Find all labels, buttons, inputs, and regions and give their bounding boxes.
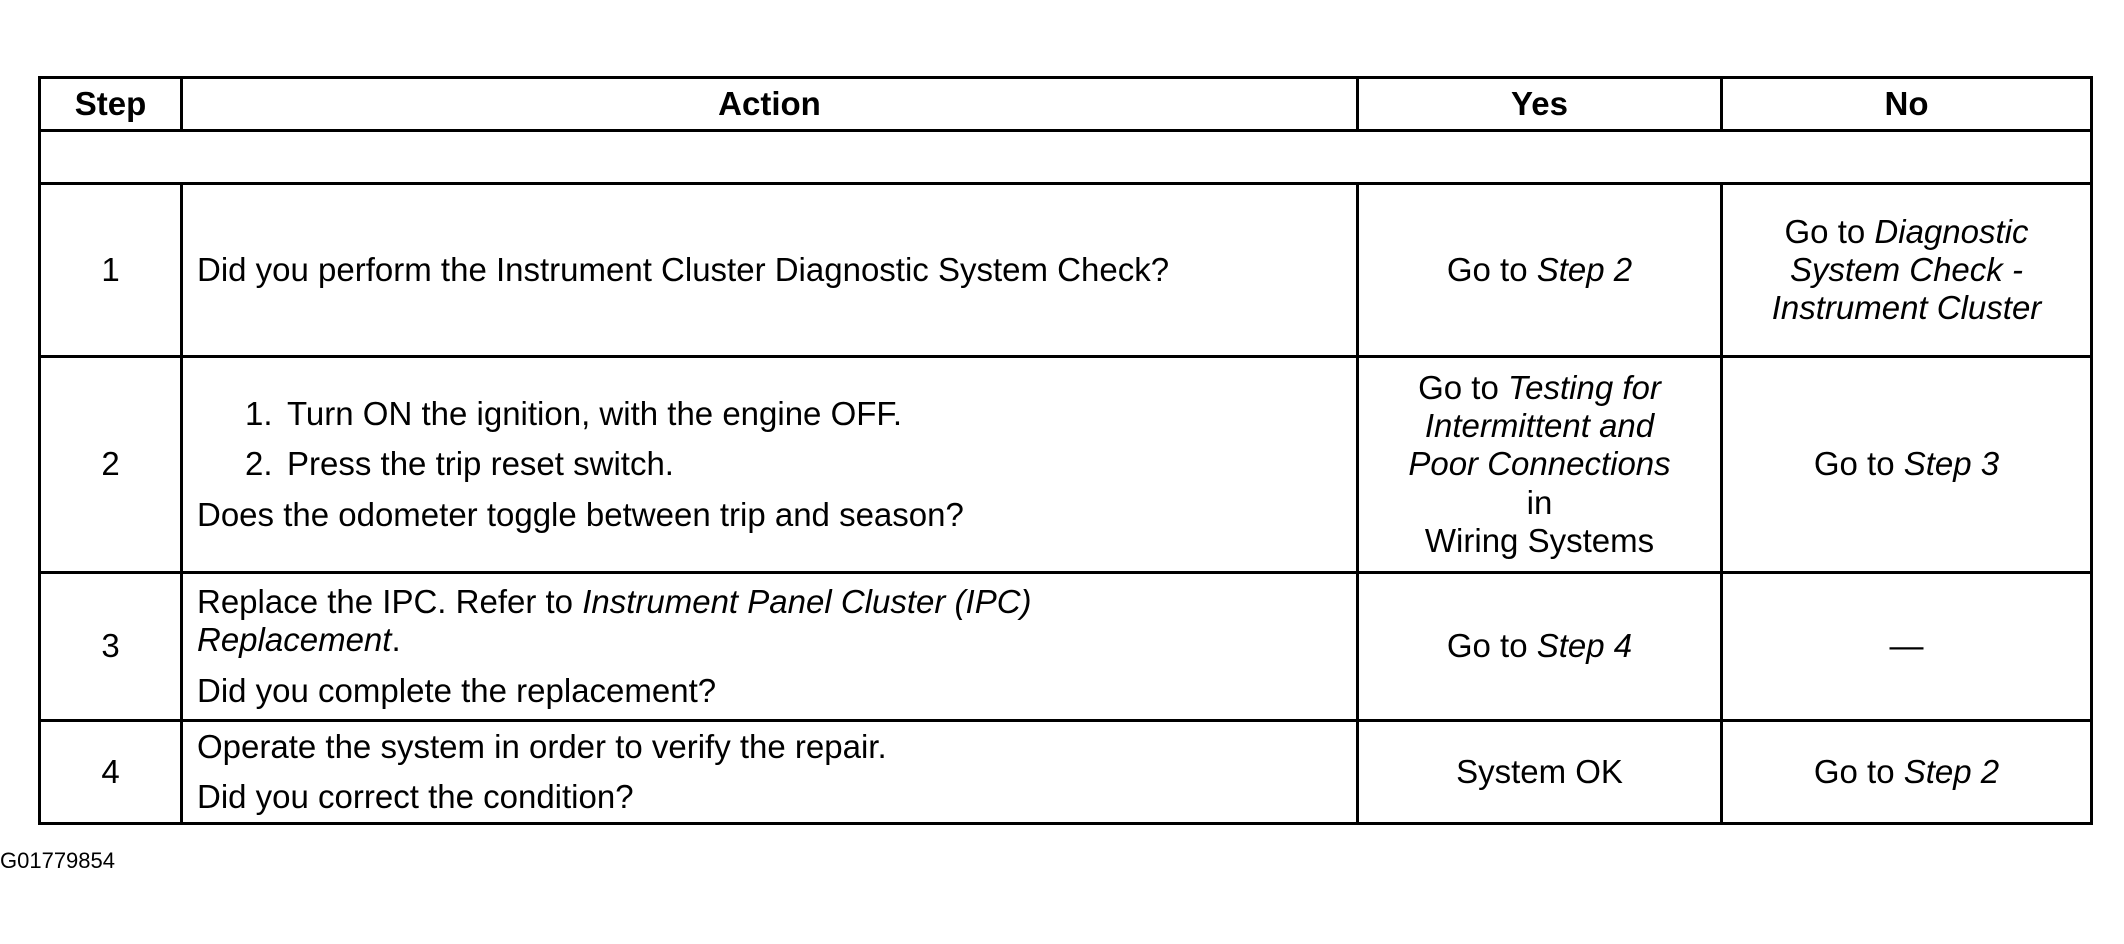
- list-item: [245, 395, 1342, 433]
- action-text: Did you perform the Instrument Cluster Diagnostic System Check?: [197, 250, 1170, 288]
- spacer-cell: [40, 131, 2092, 184]
- diagnostic-table: [38, 76, 2093, 825]
- action-cell: [182, 721, 1358, 824]
- no-link[interactable]: Diagnostic: [1874, 212, 2029, 250]
- figure-id: G01779854: [0, 848, 115, 873]
- header-no: No: [1722, 78, 2092, 131]
- no-text: —: [1889, 626, 1924, 665]
- yes-link[interactable]: Intermittent and: [1424, 407, 1655, 445]
- no-link[interactable]: System Check -: [1790, 250, 2023, 288]
- list-item: [245, 445, 1342, 483]
- step-number: 4: [40, 721, 182, 824]
- no-link[interactable]: Step 3: [1903, 445, 2000, 483]
- yes-text: System OK: [1456, 752, 1623, 790]
- step-number: 2: [40, 357, 182, 573]
- action-text: Operate the system in order to verify the repair.: [197, 727, 887, 765]
- no-prefix: Go to: [1813, 445, 1904, 483]
- yes-link[interactable]: Step 4: [1536, 627, 1633, 665]
- yes-text: Wiring Systems: [1424, 521, 1655, 559]
- header-action: Action: [182, 78, 1358, 131]
- no-prefix: Go to: [1813, 752, 1904, 790]
- no-prefix: Go to: [1784, 212, 1875, 250]
- no-cell: [1722, 721, 2092, 824]
- list-item-number: 1.: [245, 395, 273, 433]
- table-row: [40, 721, 2092, 824]
- table-row: [40, 357, 2092, 573]
- yes-link[interactable]: Poor Connections: [1408, 445, 1671, 483]
- yes-cell: [1358, 357, 1722, 573]
- table-row: [40, 573, 2092, 721]
- no-cell: [1722, 184, 2092, 357]
- action-question: Did you complete the replacement?: [197, 671, 717, 709]
- yes-text: in: [1526, 483, 1553, 521]
- yes-prefix: Go to: [1418, 368, 1508, 406]
- table-row: [40, 184, 2092, 357]
- action-cell: [182, 573, 1358, 721]
- list-item-text: Turn ON the ignition, with the engine OFF.: [287, 395, 903, 433]
- no-cell: [1722, 357, 2092, 573]
- procedure-list: [197, 395, 1342, 484]
- step-number: 1: [40, 184, 182, 357]
- header-step: Step: [40, 78, 182, 131]
- yes-cell: [1358, 573, 1722, 721]
- spacer-row: [40, 131, 2092, 184]
- action-question: Does the odometer toggle between trip and season?: [197, 495, 964, 533]
- step-number: 3: [40, 573, 182, 721]
- action-text: .: [391, 621, 401, 659]
- header-yes: Yes: [1358, 78, 1722, 131]
- action-cell: [182, 184, 1358, 357]
- yes-prefix: Go to: [1446, 250, 1537, 288]
- list-item-number: 2.: [245, 445, 273, 483]
- action-text: Replace the IPC. Refer to: [197, 583, 583, 621]
- no-cell: [1722, 573, 2092, 721]
- action-cell: [182, 357, 1358, 573]
- header-row: [40, 78, 2092, 131]
- action-question: Did you correct the condition?: [197, 778, 634, 815]
- list-item-text: Press the trip reset switch.: [287, 445, 674, 483]
- yes-prefix: Go to: [1446, 627, 1537, 665]
- yes-cell: [1358, 721, 1722, 824]
- yes-cell: [1358, 184, 1722, 357]
- action-link[interactable]: Instrument Panel Cluster (IPC): [582, 583, 1032, 621]
- yes-link[interactable]: Testing for: [1508, 368, 1661, 406]
- yes-link[interactable]: Step 2: [1536, 250, 1633, 288]
- action-link[interactable]: Replacement: [197, 621, 392, 659]
- no-link[interactable]: Instrument Cluster: [1771, 289, 2042, 327]
- no-link[interactable]: Step 2: [1903, 752, 2000, 790]
